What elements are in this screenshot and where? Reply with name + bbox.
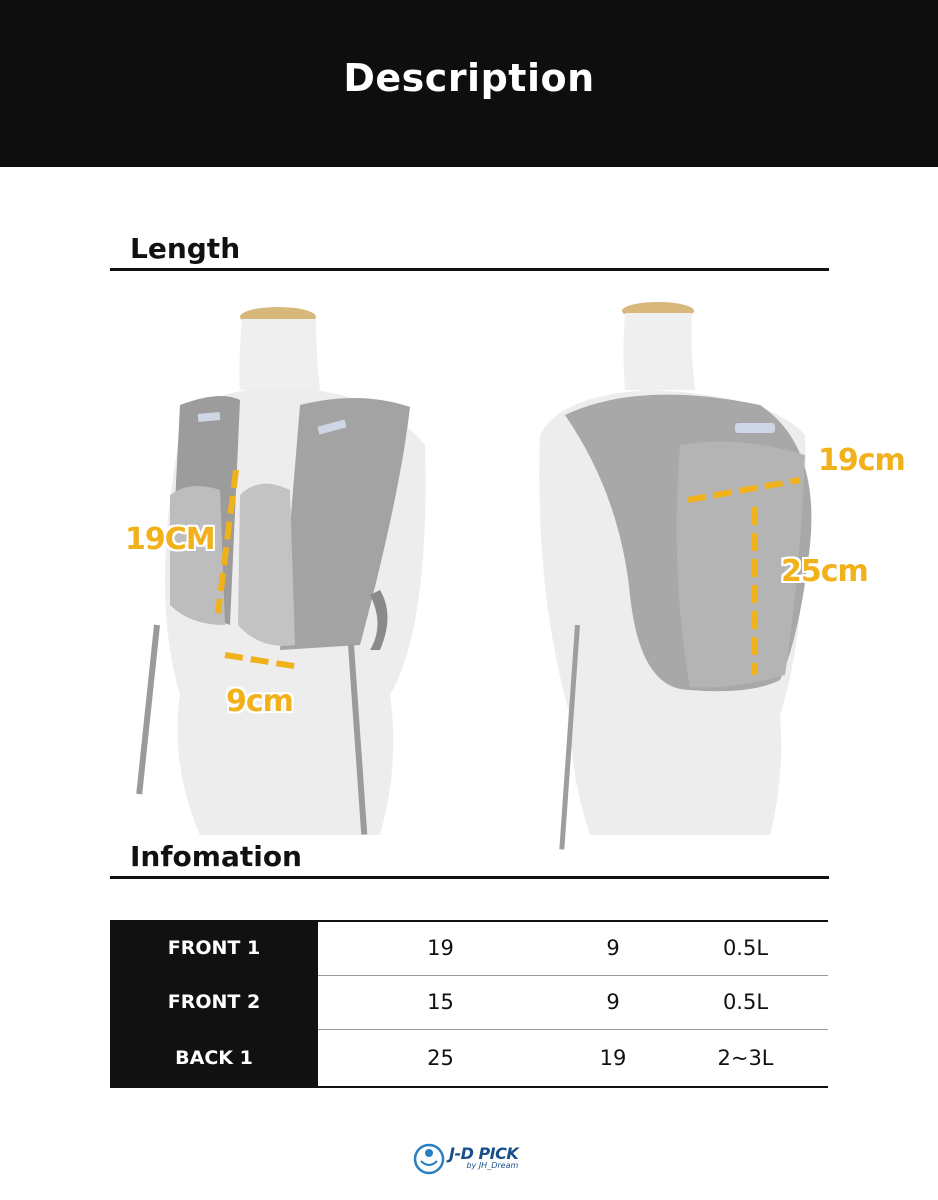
row-value-1: 19 <box>318 921 563 975</box>
row-label: FRONT 2 <box>110 975 318 1029</box>
table-row <box>110 921 828 975</box>
row-value-3: 0.5L <box>663 975 828 1029</box>
row-value-2: 19 <box>563 1029 663 1087</box>
vest-front-photo <box>130 295 440 855</box>
back-height-label: 25cm <box>781 554 868 589</box>
table-row <box>110 1029 828 1087</box>
row-label: BACK 1 <box>110 1029 318 1087</box>
row-label: FRONT 1 <box>110 921 318 975</box>
row-value-3: 0.5L <box>663 921 828 975</box>
length-section-title: Length <box>130 232 241 265</box>
front-width-label: 9cm <box>226 684 293 719</box>
row-value-1: 15 <box>318 975 563 1029</box>
row-value-1: 25 <box>318 1029 563 1087</box>
table-row <box>110 975 828 1029</box>
info-section-title: Infomation <box>130 840 302 873</box>
length-divider <box>110 268 829 271</box>
row-value-2: 9 <box>563 921 663 975</box>
page-title: Description <box>343 55 595 100</box>
info-divider <box>110 876 829 879</box>
front-height-label: 19CM <box>125 522 215 557</box>
row-value-2: 9 <box>563 975 663 1029</box>
row-value-3: 2~3L <box>663 1029 828 1087</box>
logo-main-text: J-D PICK <box>449 1144 519 1163</box>
brand-logo <box>413 1138 525 1178</box>
back-width-label: 19cm <box>818 443 905 478</box>
logo-badge-icon <box>413 1141 445 1175</box>
logo-sub-text: by JH_Dream <box>466 1161 519 1170</box>
info-table <box>110 920 828 1088</box>
page-header <box>0 0 938 167</box>
